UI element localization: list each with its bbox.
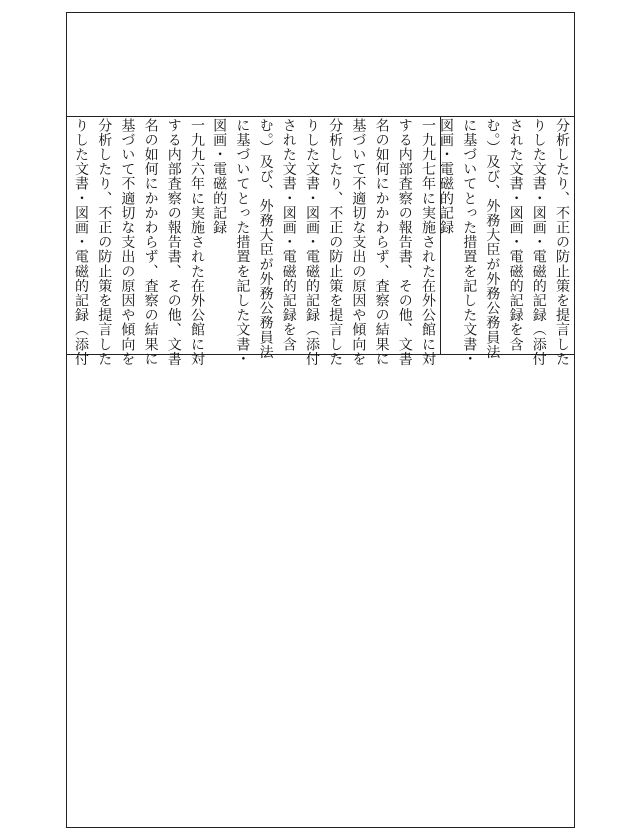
text-line: 基づいて不適切な支出の原因や傾向を bbox=[119, 118, 136, 367]
text-line: 一九九六年に実施された在外公館に対 bbox=[189, 118, 205, 367]
text-line: りした文書・図画・電磁的記録（添付 bbox=[72, 118, 89, 367]
text-line: する内部査察の報告書、その他、文書 bbox=[165, 118, 182, 367]
text-line: 名の如何にかかわらず、査察の結果に bbox=[142, 118, 159, 367]
text-line: む。）及び、外務大臣が外務公務員法 bbox=[484, 118, 501, 360]
text-line: に基づいてとった措置を記した文書・ bbox=[461, 118, 478, 367]
text-line: 分析したり、不正の防止策を提言した bbox=[96, 118, 113, 367]
text-line: む。）及び、外務大臣が外務公務員法 bbox=[257, 118, 274, 360]
text-line: りした文書・図画・電磁的記録（添付 bbox=[530, 118, 547, 367]
text-block-continuation bbox=[437, 118, 573, 367]
text-line: 分析したり、不正の防止策を提言した bbox=[554, 118, 570, 367]
text-line: 基づいて不適切な支出の原因や傾向を bbox=[350, 118, 367, 367]
text-line: りした文書・図画・電磁的記録（添付 bbox=[303, 118, 320, 367]
text-line: 一九九七年に実施された在外公館に対 bbox=[420, 118, 436, 367]
text-line: 図画・電磁的記録 bbox=[211, 118, 228, 235]
text-line: 図画・電磁的記録 bbox=[437, 118, 454, 235]
text-block-1997 bbox=[209, 118, 439, 367]
text-line: された文書・図画・電磁的記録を含 bbox=[280, 118, 297, 352]
text-line: された文書・図画・電磁的記録を含 bbox=[507, 118, 524, 352]
text-line: に基づいてとった措置を記した文書・ bbox=[234, 118, 251, 367]
text-line: する内部査察の報告書、その他、文書 bbox=[396, 118, 413, 367]
top-rule bbox=[66, 116, 575, 117]
text-line: 分析したり、不正の防止策を提言した bbox=[327, 118, 344, 367]
text-block-1996 bbox=[69, 118, 208, 367]
text-line: 名の如何にかかわらず、査察の結果に bbox=[373, 118, 390, 367]
